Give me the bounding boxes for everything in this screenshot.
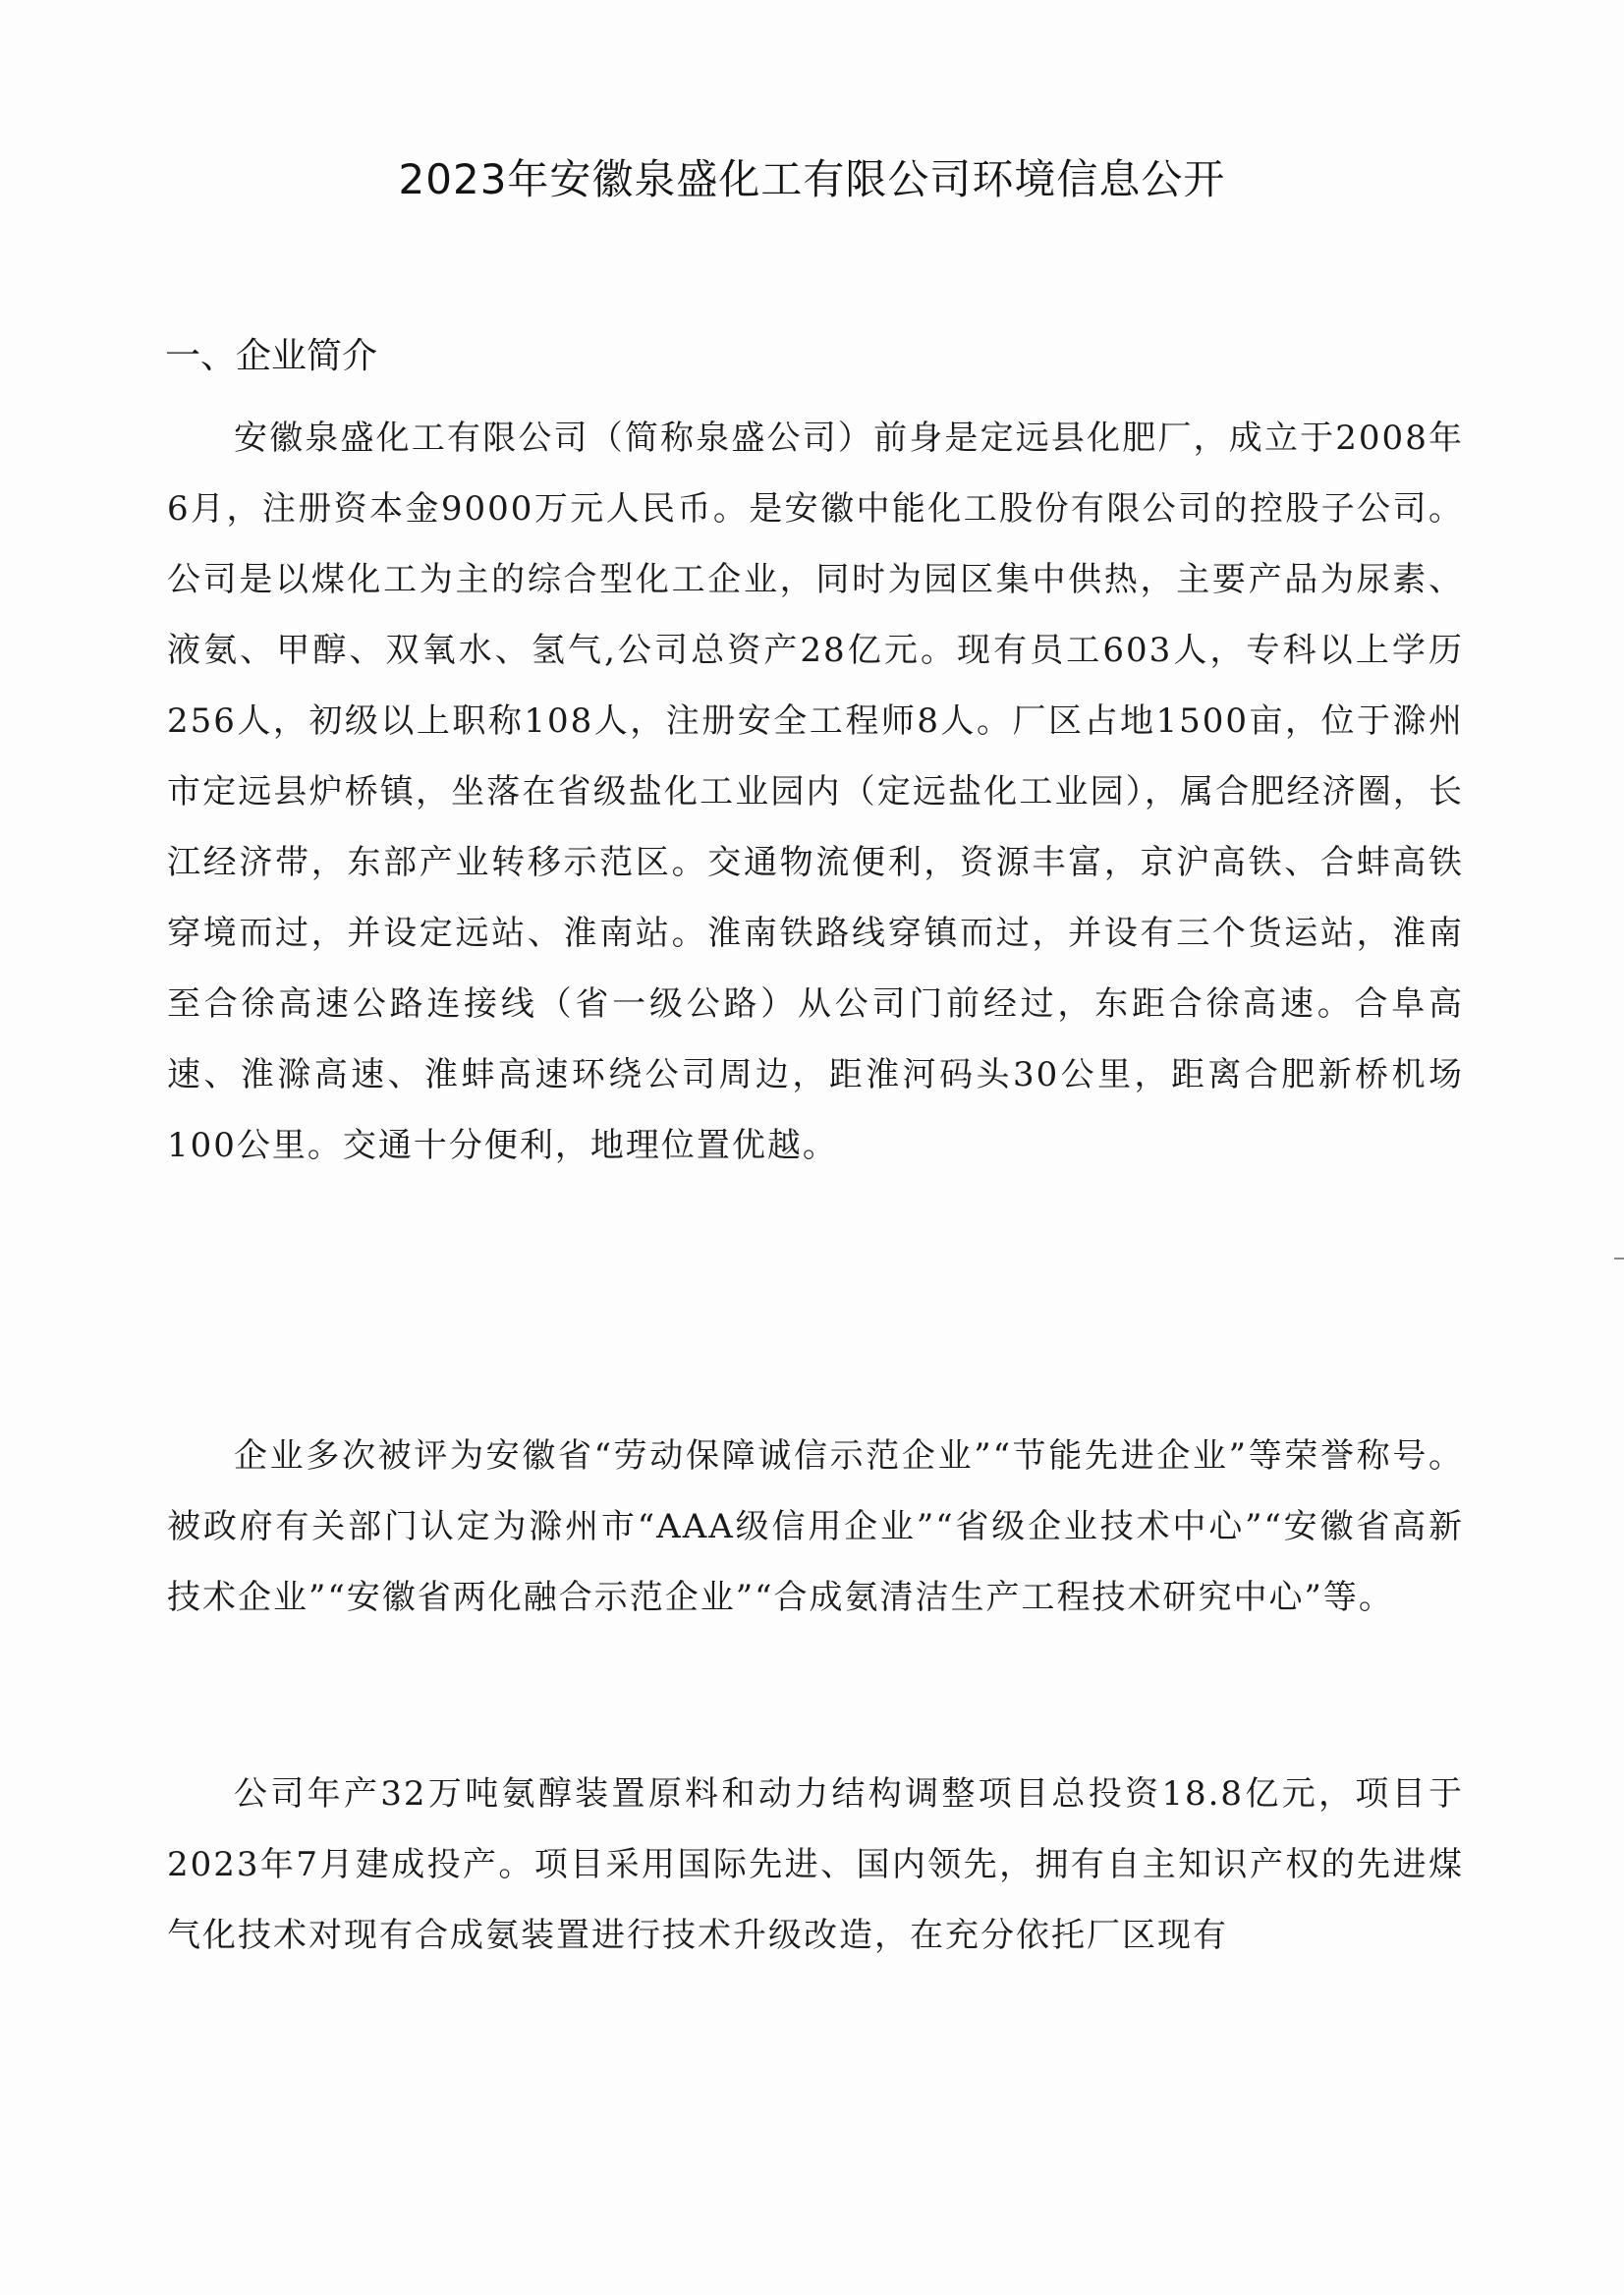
section-heading-company-intro: 一、企业简介 [165, 336, 378, 376]
document-title: 2023年安徽泉盛化工有限公司环境信息公开 [398, 155, 1226, 203]
scan-edge-mark [1614, 1258, 1624, 1259]
paragraph-project: 公司年产32万吨氨醇装置原料和动力结构调整项目总投资18.8亿元，项目于2023年7月建成投产。项目采用国际先进、国内领先，拥有自主知识产权的先进煤气化技术对现有合成氨装置进行技术升级改造，在充分依托厂区现有 [167, 1774, 1464, 1955]
paragraph-honors: 企业多次被评为安徽省“劳动保障诚信示范企业”“节能先进企业”等荣誉称号。被政府有关部门认定为滁州市“AAA级信用企业”“省级企业技术中心”“安徽省高新技术企业”“安徽省两化融合示范企业”“合成氨清洁生产工程技术研究中心”等。 [167, 1436, 1464, 1617]
paragraph-company-overview: 安徽泉盛化工有限公司（简称泉盛公司）前身是定远县化肥厂，成立于2008年6月，注册资本金9000万元人民币。是安徽中能化工股份有限公司的控股子公司。公司是以煤化工为主的综合型化工企业，同时为园区集中供热，主要产品为尿素、液氨、甲醇、双氧水、氢气,公司总资产28亿元。现有员工603人，专科以上学历256人，初级以上职称108人，注册安全工程师8人。厂区占地1500亩，位于滁州市定远县炉桥镇，坐落在省级盐化工业园内（定远盐化工业园），属合肥经济圈，长江经济带，东部产业转移示范区。交通物流便利，资源丰富，京沪高铁、合蚌高铁穿境而过，并设定远站、淮南站。淮南铁路线穿镇而过，并设有三个货运站，淮南至合徐高速公路连接线（省一级公路）从公司门前经过，东距合徐高速。合阜高速、淮滁高速、淮蚌高速环绕公司周边，距淮河码头30公里，距离合肥新桥机场100公里。交通十分便利，地理位置优越。 [167, 419, 1464, 1165]
